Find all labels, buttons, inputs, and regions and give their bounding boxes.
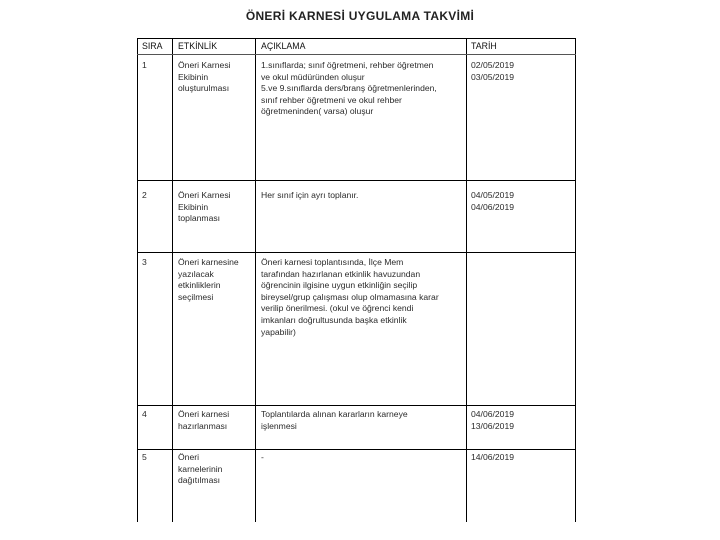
activity-cell (178, 60, 231, 95)
date-cell-line: 13/06/2019 (471, 420, 515, 431)
activity-cell-line: Öneri karnesine (178, 257, 239, 267)
activity-cell-line: seçilmesi (178, 291, 214, 302)
row-number: 4 (142, 409, 147, 419)
description-cell-line: Öneri karnesi toplantısında, İlçe Mem (261, 257, 404, 267)
date-cell-line: 02/05/2019 (471, 60, 515, 70)
activity-cell-line: Öneri Karnesi (178, 60, 231, 70)
activity-cell-line: oluşturulması (178, 83, 230, 94)
description-cell-line: yapabilir) (261, 326, 296, 337)
description-cell-line: tarafından hazırlanan etkinlik havuzundan (261, 268, 421, 279)
description-cell-line: ve okul müdüründen oluşur (261, 71, 365, 82)
header-sira: SIRA (142, 41, 163, 51)
activity-cell-line: dağıtılması (178, 475, 221, 486)
row-number: 5 (142, 452, 147, 462)
description-cell (261, 60, 437, 118)
description-cell-line: 5.ve 9.sınıflarda ders/branş öğretmenlerinden, (261, 83, 437, 94)
activity-cell-line: toplanması (178, 213, 221, 224)
activity-cell (178, 257, 239, 303)
description-cell-line: imkanları doğrultusunda başka etkinlik (261, 314, 407, 325)
description-cell-line: Her sınıf için ayrı toplanır. (261, 190, 359, 200)
activity-cell (178, 452, 222, 487)
description-cell (261, 190, 358, 202)
date-cell-line: 03/05/2019 (471, 71, 515, 82)
date-cell-line: 04/05/2019 (471, 190, 515, 200)
date-cell-line: 14/06/2019 (471, 452, 515, 462)
activity-cell (178, 190, 231, 225)
description-cell-line: işlenmesi (261, 420, 297, 431)
activity-cell-line: Ekibinin (178, 71, 209, 82)
activity-cell-line: etkinliklerin (178, 280, 221, 291)
description-cell (261, 409, 408, 432)
date-cell-line: 04/06/2019 (471, 201, 515, 212)
header-divider (137, 54, 576, 55)
activity-cell-line: karnelerinin (178, 463, 223, 474)
activity-cell-line: Ekibinin (178, 201, 209, 212)
description-cell (261, 452, 264, 464)
header-etkinlik: ETKİNLİK (178, 41, 218, 51)
activity-cell-line: Öneri karnesi (178, 409, 230, 419)
schedule-table (137, 38, 576, 522)
description-cell-line: Toplantılarda alınan kararların karneye (261, 409, 408, 419)
row-divider (137, 252, 576, 253)
activity-cell-line: yazılacak (178, 268, 214, 279)
header-tarih: TARİH (471, 41, 497, 51)
activity-cell-line: hazırlanması (178, 420, 228, 431)
row-divider (137, 449, 576, 450)
activity-cell (178, 409, 229, 432)
row-number: 3 (142, 257, 147, 267)
description-cell (261, 257, 439, 338)
description-cell-line: bireysel/grup çalışması olup olmamasına karar (261, 291, 439, 302)
description-cell-line: verilip önerilmesi. (okul ve öğrenci kendi (261, 303, 414, 314)
description-cell-line: öğrencinin ilgisine uygun etkinliğin seçilip (261, 280, 418, 291)
header-aciklama: AÇIKLAMA (261, 41, 306, 51)
row-divider (137, 405, 576, 406)
description-cell-line: öğretmeninden( varsa) oluşur (261, 106, 374, 117)
description-cell-line: 1.sınıflarda; sınıf öğretmeni, rehber öğretmen (261, 60, 434, 70)
activity-cell-line: Öneri Karnesi (178, 190, 231, 200)
date-cell (471, 190, 514, 213)
description-cell-line: sınıf rehber öğretmeni ve okul rehber (261, 94, 402, 105)
description-cell-line: - (261, 452, 264, 462)
date-cell-line: 04/06/2019 (471, 409, 515, 419)
activity-cell-line: Öneri (178, 452, 200, 462)
row-number: 2 (142, 190, 147, 200)
row-divider (137, 180, 576, 181)
table-border-top (137, 38, 576, 39)
date-cell (471, 409, 514, 432)
page-title: ÖNERİ KARNESİ UYGULAMA TAKVİMİ (245, 9, 475, 23)
date-cell (471, 60, 514, 83)
row-number: 1 (142, 60, 147, 70)
date-cell (471, 452, 514, 464)
